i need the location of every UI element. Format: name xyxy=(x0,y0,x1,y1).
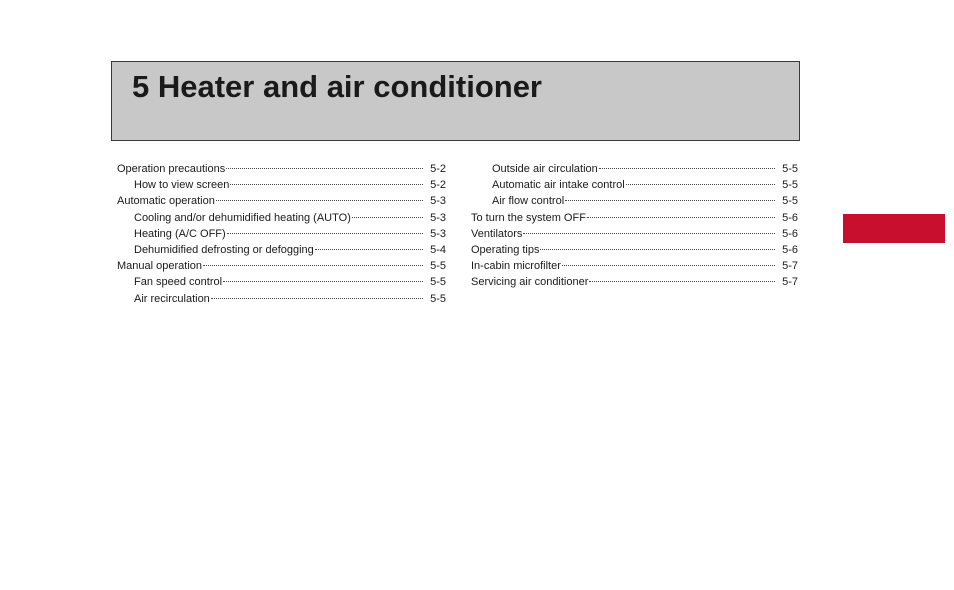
toc-leader-dots xyxy=(230,184,423,185)
toc-leader-dots xyxy=(589,281,775,282)
toc-entry-page: 5-7 xyxy=(782,260,798,273)
toc-entry-label: Fan speed control xyxy=(134,276,223,289)
toc-entry[interactable] xyxy=(471,226,798,242)
toc-entry-page: 5-4 xyxy=(430,243,446,256)
toc-entry[interactable] xyxy=(471,161,798,177)
toc-entry[interactable] xyxy=(117,161,446,177)
toc-entry[interactable] xyxy=(117,193,446,209)
toc-entry[interactable] xyxy=(471,274,798,290)
toc-entry-page: 5-2 xyxy=(430,179,446,192)
toc-entry-label: Ventilators xyxy=(471,227,523,240)
toc-leader-dots xyxy=(203,265,423,266)
toc-entry-page: 5-5 xyxy=(782,195,798,208)
toc-leader-dots xyxy=(226,168,423,169)
toc-right-column xyxy=(471,161,798,291)
toc-leader-dots xyxy=(523,233,775,234)
toc-leader-dots xyxy=(211,298,423,299)
toc-entry-page: 5-3 xyxy=(430,211,446,224)
toc-entry-label: Operation precautions xyxy=(117,163,226,175)
toc-entry-page: 5-5 xyxy=(430,292,446,305)
toc-entry[interactable] xyxy=(471,177,798,193)
toc-entry-page: 5-3 xyxy=(430,195,446,208)
toc-leader-dots xyxy=(540,249,775,250)
toc-entry[interactable] xyxy=(471,242,798,258)
toc-entry-label: Outside air circulation xyxy=(492,163,598,175)
toc-entry[interactable] xyxy=(471,193,798,209)
toc-entry-page: 5-5 xyxy=(430,276,446,289)
toc-entry-page: 5-5 xyxy=(782,163,798,175)
toc-entry-label: Automatic operation xyxy=(117,195,215,208)
chapter-index-tab[interactable] xyxy=(843,214,945,243)
toc-leader-dots xyxy=(227,233,423,234)
toc-entry-page: 5-7 xyxy=(782,276,798,289)
chapter-header xyxy=(111,61,800,141)
toc-entry[interactable] xyxy=(117,177,446,193)
toc-entry-label: Manual operation xyxy=(117,260,203,273)
toc-entry-label: To turn the system OFF xyxy=(471,211,586,224)
toc-leader-dots xyxy=(315,249,423,250)
toc-entry-label: Servicing air conditioner xyxy=(471,276,589,289)
chapter-title: 5 Heater and air conditioner xyxy=(132,69,542,104)
toc-entry-label: Operating tips xyxy=(471,243,540,256)
toc-entry-label: Air recirculation xyxy=(134,292,210,305)
toc-leader-dots xyxy=(562,265,775,266)
toc-entry-page: 5-6 xyxy=(782,227,798,240)
toc-leader-dots xyxy=(599,168,775,169)
toc-entry-page: 5-5 xyxy=(430,260,446,273)
toc-entry-label: Cooling and/or dehumidified heating (AUTO) xyxy=(134,211,351,224)
toc-entry[interactable] xyxy=(117,258,446,274)
toc-leader-dots xyxy=(216,200,423,201)
toc-entry-page: 5-6 xyxy=(782,211,798,224)
toc-leader-dots xyxy=(626,184,775,185)
toc-entry-label: Air flow control xyxy=(492,195,565,208)
toc-entry[interactable] xyxy=(117,226,446,242)
toc-left-column xyxy=(117,161,446,307)
toc-entry[interactable] xyxy=(117,291,446,307)
toc-leader-dots xyxy=(352,217,423,218)
toc-entry-page: 5-5 xyxy=(782,179,798,192)
toc-entry-label: How to view screen xyxy=(134,179,230,192)
toc-entry[interactable] xyxy=(117,210,446,226)
toc-entry[interactable] xyxy=(117,242,446,258)
toc-entry-label: In-cabin microfilter xyxy=(471,260,561,273)
toc-entry-page: 5-6 xyxy=(782,243,798,256)
toc-leader-dots xyxy=(587,217,775,218)
toc-entry-label: Dehumidified defrosting or defogging xyxy=(134,243,314,256)
toc-entry[interactable] xyxy=(471,210,798,226)
toc-leader-dots xyxy=(223,281,423,282)
toc-entry-label: Automatic air intake control xyxy=(492,179,625,192)
toc-entry-page: 5-3 xyxy=(430,227,446,240)
toc-entry[interactable] xyxy=(117,274,446,290)
toc-entry-page: 5-2 xyxy=(430,163,446,175)
toc-leader-dots xyxy=(565,200,775,201)
toc-entry[interactable] xyxy=(471,258,798,274)
toc-entry-label: Heating (A/C OFF) xyxy=(134,227,226,240)
